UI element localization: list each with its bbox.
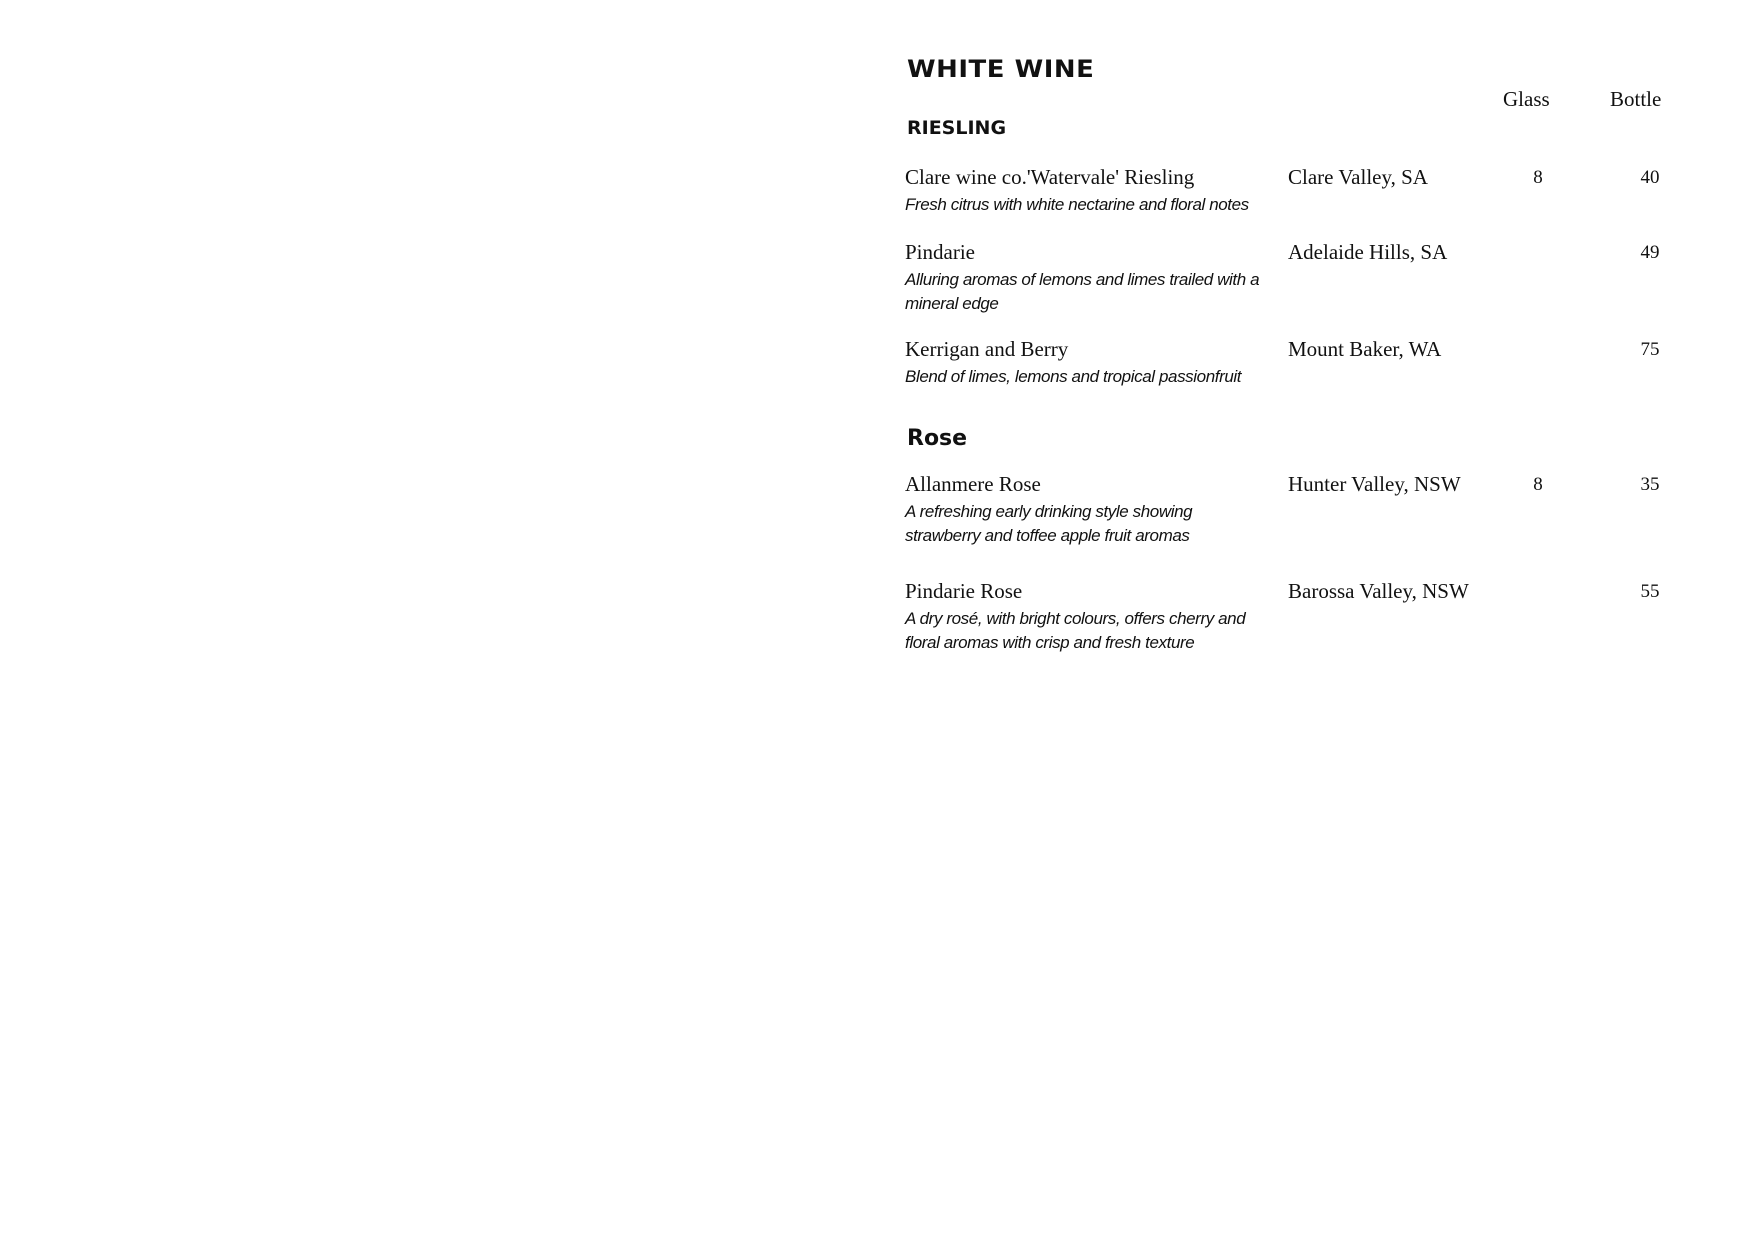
wine-description: A refreshing early drinking style showing strawberry and toffee apple fruit aromas xyxy=(905,502,1193,545)
bottle-price: 40 xyxy=(1640,167,1660,188)
wine-menu xyxy=(903,0,1703,700)
wine-description: A dry rosé, with bright colours, offers cherry and floral aromas with crisp and fresh texture xyxy=(905,609,1246,652)
wine-name: Pindarie xyxy=(905,240,975,264)
wine-name: Pindarie Rose xyxy=(905,579,1023,603)
section-heading-riesling: RIESLING xyxy=(907,117,1007,139)
wine-description: Blend of limes, lemons and tropical passionfruit xyxy=(905,367,1242,386)
wine-region: Clare Valley, SA xyxy=(1288,165,1428,189)
glass-price: 8 xyxy=(1533,474,1543,495)
wine-description: Alluring aromas of lemons and limes trailed with a mineral edge xyxy=(905,270,1260,313)
section-heading-rose: Rose xyxy=(907,426,968,451)
wine-name: Clare wine co.'Watervale' Riesling xyxy=(905,165,1195,189)
bottle-column-header: Bottle xyxy=(1610,87,1662,111)
bottle-price: 35 xyxy=(1640,474,1660,495)
wine-region: Adelaide Hills, SA xyxy=(1288,240,1448,264)
wine-region: Barossa Valley, NSW xyxy=(1288,579,1469,603)
wine-item xyxy=(903,472,1703,562)
wine-item xyxy=(903,337,1703,427)
wine-name: Kerrigan and Berry xyxy=(905,337,1069,361)
wine-region: Hunter Valley, NSW xyxy=(1288,472,1461,496)
wine-item xyxy=(903,240,1703,330)
glass-column-header: Glass xyxy=(1503,87,1550,111)
wine-description: Fresh citrus with white nectarine and floral notes xyxy=(905,195,1249,214)
menu-title: WHITE WINE xyxy=(907,55,1095,83)
bottle-price: 49 xyxy=(1640,242,1660,263)
wine-region: Mount Baker, WA xyxy=(1288,337,1442,361)
bottle-price: 55 xyxy=(1640,581,1660,602)
bottle-price: 75 xyxy=(1640,339,1660,360)
glass-price: 8 xyxy=(1533,167,1543,188)
wine-name: Allanmere Rose xyxy=(905,472,1041,496)
wine-item xyxy=(903,579,1703,669)
